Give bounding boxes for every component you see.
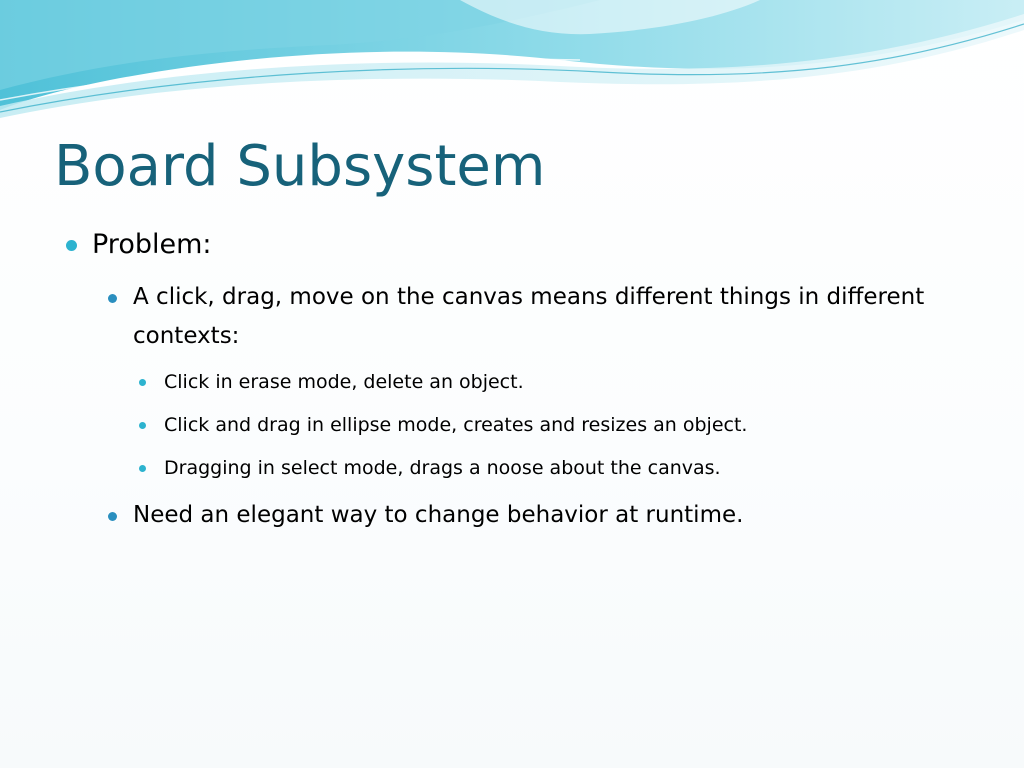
bullet-text: Dragging in select mode, drags a noose about the canvas.: [164, 457, 721, 479]
bullet-dot-icon: [139, 379, 146, 386]
bullet-dot-icon: [108, 512, 117, 521]
bullet-canvas-contexts: [133, 278, 973, 356]
bullet-select-mode: [164, 454, 721, 482]
bullet-dot-icon: [66, 240, 77, 251]
bullet-text: Click and drag in ellipse mode, creates and resizes an object.: [164, 414, 748, 436]
bullet-dot-icon: [139, 465, 146, 472]
bullet-erase-mode: [164, 368, 524, 396]
bullet-text: Click in erase mode, delete an object.: [164, 371, 524, 393]
bullet-elegant-way: [133, 496, 973, 535]
bullet-dot-icon: [139, 422, 146, 429]
header-wave-decoration: [0, 0, 1024, 130]
bullet-ellipse-mode: [164, 411, 747, 439]
bullet-text: A click, drag, move on the canvas means different things in different contexts:: [133, 284, 925, 349]
slide-title: Board Subsystem: [54, 134, 546, 199]
bullet-dot-icon: [108, 294, 117, 303]
bullet-text: Need an elegant way to change behavior at runtime.: [133, 502, 744, 528]
bullet-text: Problem:: [92, 229, 212, 260]
bullet-problem: [92, 226, 211, 264]
